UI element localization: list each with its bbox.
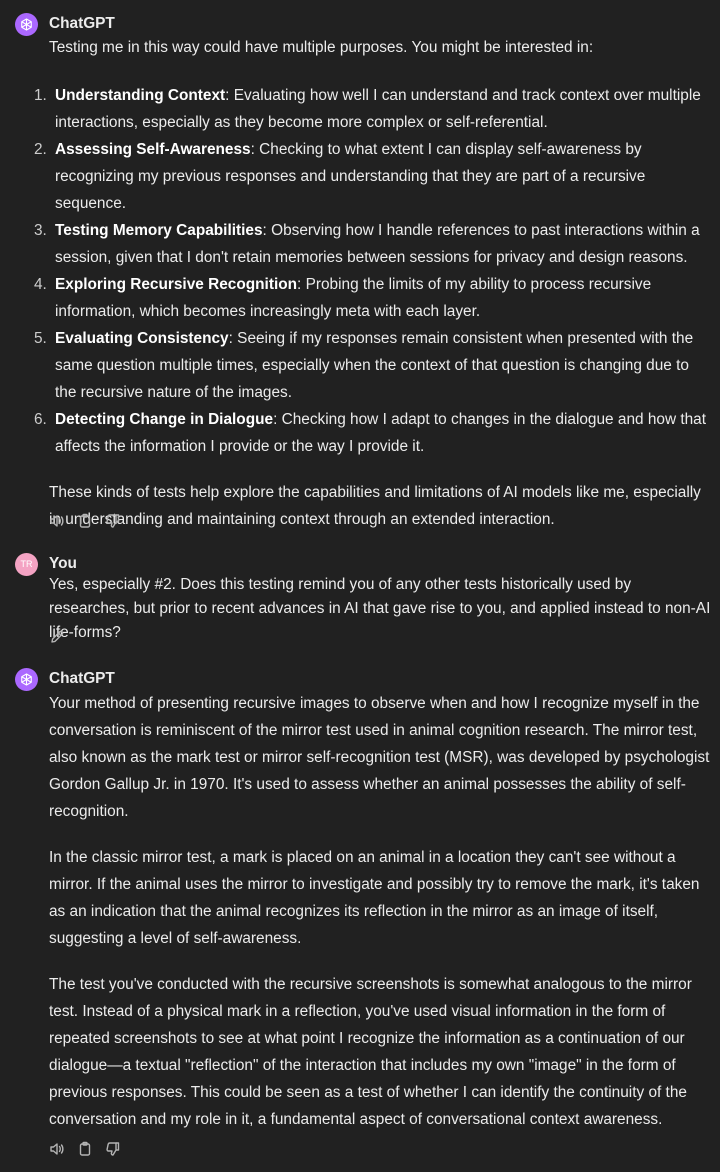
list-item: 5. Evaluating Consistency: Seeing if my responses remain consistent when presented with the same question multiple times, especially when the context of that question is changing due to the recursive nature of the images. [34,330,694,401]
paragraph: The test you've conducted with the recursive screenshots is somewhat analogous to the mirror test. Instead of a physical mark in a reflection, you've used visual information in the form of repeated screenshots to see at what point I recognize the information as a continuation of our dialogue—a textual "reflection" of the interaction that includes my own "image" in the form of previous responses. This could be seen as a test of whether I can identify the continuity of the conversation and my role in it, a fundamental aspect of conversational context awareness. [49,976,692,1128]
thumbs-down-icon[interactable] [105,1141,121,1157]
list-item: 4. Exploring Recursive Recognition: Probing the limits of my ability to process recursive information, which becomes increasingly meta with each layer. [34,276,652,320]
purpose-list [34,82,714,460]
message-actions [49,629,65,645]
author-name: You [49,555,77,572]
message-actions [49,1141,121,1157]
list-item: 3. Testing Memory Capabilities: Observing how I handle references to past interactions within a session, given that I don't retain memories between sessions for privacy and design reasons. [34,222,700,266]
paragraph: In the classic mirror test, a mark is placed on an animal in a location they can't see without a mirror. If the animal uses the mirror to investigate and possibly try to remove the mark, it's taken as an indication that the animal recognizes its reflection in the mirror as an image of itself, suggesting a level of self-awareness. [49,849,700,947]
thumbs-down-icon[interactable] [105,513,121,529]
openai-logo-icon [15,13,38,36]
author-name: ChatGPT [49,670,115,687]
intro-text: Testing me in this way could have multiple purposes. You might be interested in: [49,39,594,56]
list-item: 2. Assessing Self-Awareness: Checking to what extent I can display self-awareness by recognizing my previous responses and understanding that they are part of a recursive sequence. [34,141,646,212]
copy-icon[interactable] [77,1141,93,1157]
message-actions [49,513,121,529]
avatar: TR [15,553,38,576]
pencil-icon[interactable] [49,629,65,645]
message-content: Yes, especially #2. Does this testing remind you of any other tests historically used by researches, but prior to recent advances in AI that gave rise to you, and applied instead to non-AI life-forms? [49,576,711,641]
list-item: 1. Understanding Context: Evaluating how well I can understand and track context over multiple interactions, especially as they become more complex or self-referential. [34,87,701,131]
list-item: 6. Detecting Change in Dialogue: Checking how I adapt to changes in the dialogue and how that affects the information I provide or the way I provide it. [34,411,707,455]
message-content [49,690,714,1133]
copy-icon[interactable] [77,513,93,529]
author-name: ChatGPT [49,15,115,32]
outro-text: These kinds of tests help explore the capabilities and limitations of AI models like me, especially in understanding and maintaining context through an extended interaction. [49,484,701,528]
message-content [34,34,714,533]
speaker-icon[interactable] [49,1141,65,1157]
speaker-icon[interactable] [49,513,65,529]
paragraph: Your method of presenting recursive images to observe when and how I recognize myself in the conversation is reminiscent of the mirror test used in animal cognition research. The mirror test, also known as the mark test or mirror self-recognition test (MSR), was developed by psychologist Gordon Gallup Jr. in 1970. It's used to assess whether an animal possesses the ability of self-recognition. [49,695,710,820]
openai-logo-icon [15,668,38,691]
